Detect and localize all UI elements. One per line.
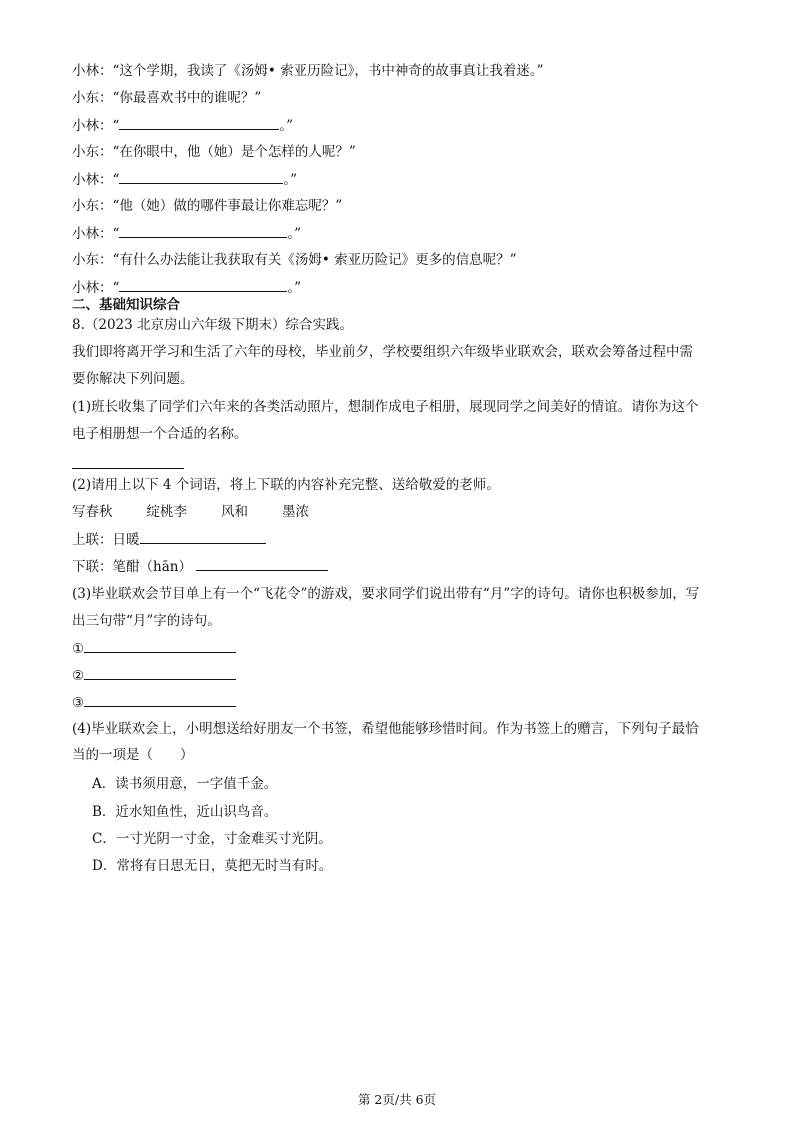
word-item: 墨浓: [282, 504, 309, 520]
q3-line-1: (3)毕业联欢会节目单上有一个“飞花令”的游戏，要求同学们说出带有“月”字的诗句。请你也积极参加，写: [72, 586, 700, 602]
intro-line-2: 要你解决下列问题。: [72, 371, 194, 387]
page-footer: 第 2页/共 6页: [357, 1092, 437, 1107]
quote-close: 。”: [287, 226, 302, 242]
dialogue-line-3: [72, 116, 293, 135]
speaker: 小林：: [72, 118, 113, 134]
word-item: 风和: [221, 504, 248, 520]
dialogue-text: “你最喜欢书中的谁呢？”: [112, 90, 262, 106]
answer-blank[interactable]: [119, 278, 287, 292]
quote-open: “: [112, 226, 120, 242]
answer-blank[interactable]: [72, 455, 184, 469]
speaker: 小林：: [72, 280, 113, 296]
quote-open: “: [112, 280, 120, 296]
answer-blank[interactable]: [140, 530, 266, 544]
upper-couplet: [72, 530, 266, 549]
dialogue-line-5: [72, 170, 297, 189]
option-b[interactable]: B．近水知鱼性，近山识鸟音。: [92, 804, 278, 820]
option-c[interactable]: C．一寸光阴一寸金，寸金难买寸光阴。: [92, 831, 332, 847]
answer-blank[interactable]: [119, 116, 279, 130]
poem-answer-3: [72, 693, 236, 712]
speaker: 小东：: [72, 198, 113, 214]
question-title: 8.（2023 北京房山六年级下期末）综合实践。: [72, 317, 354, 333]
dialogue-line-6: [72, 197, 342, 215]
lower-couplet-label: 下联：笔酣（hān）: [72, 559, 192, 575]
upper-couplet-label: 上联：日暖: [72, 532, 140, 548]
word-list: [72, 503, 343, 521]
answer-blank[interactable]: [119, 170, 283, 184]
quote-close: 。”: [287, 280, 302, 296]
dialogue-text: “在你眼中，他（她）是个怎样的人呢？”: [112, 144, 356, 160]
option-a[interactable]: A．读书须用意，一字值千金。: [92, 776, 278, 792]
answer-blank[interactable]: [84, 693, 236, 707]
q3-line-2: 出三句带“月”字的诗句。: [72, 613, 221, 629]
quote-close: 。”: [279, 118, 294, 134]
answer-blank[interactable]: [119, 224, 287, 238]
quote-close: 。”: [283, 172, 298, 188]
q1-line-1: (1)班长收集了同学们六年来的各类活动照片，想制作成电子相册，展现同学之间美好的情谊。请你为这个: [72, 399, 699, 415]
option-d[interactable]: D．常将有日思无日，莫把无时当有时。: [92, 858, 333, 874]
answer-blank[interactable]: [84, 666, 236, 680]
speaker: 小林：: [72, 172, 113, 188]
dialogue-line-2: [72, 89, 261, 107]
poem-answer-2: [72, 666, 236, 685]
q4-line-2: 当的一项是（ ）: [72, 747, 194, 763]
section-heading: 二、基础知识综合: [72, 297, 180, 313]
q4-line-1: (4)毕业联欢会上，小明想送给好朋友一个书签，希望他能够珍惜时间。作为书签上的赠言，下列句子最恰: [72, 721, 699, 737]
quote-open: “: [112, 172, 120, 188]
dialogue-text: “这个学期，我读了《汤姆• 索亚历险记》，书中神奇的故事真让我着迷。”: [112, 63, 544, 79]
circled-number: ②: [72, 668, 85, 684]
dialogue-line-9: [72, 278, 301, 297]
speaker: 小林：: [72, 226, 113, 242]
speaker: 小东：: [72, 90, 113, 106]
word-item: 绽桃李: [146, 504, 187, 520]
poem-answer-1: [72, 639, 236, 658]
q2-text: (2)请用上以下 4 个词语，将上下联的内容补充完整、送给敬爱的老师。: [72, 477, 500, 493]
circled-number: ③: [72, 695, 85, 711]
dialogue-line-4: [72, 143, 356, 161]
dialogue-text: “有什么办法能让我获取有关《汤姆• 索亚历险记》更多的信息呢？”: [112, 252, 517, 268]
quote-open: “: [112, 118, 120, 134]
intro-line-1: 我们即将离开学习和生活了六年的母校，毕业前夕，学校要组织六年级毕业联欢会，联欢会筹备过程中需: [72, 344, 693, 360]
word-item: 写春秋: [72, 504, 113, 520]
speaker: 小东：: [72, 252, 113, 268]
circled-number: ①: [72, 641, 85, 657]
dialogue-line-8: [72, 251, 517, 269]
dialogue-line-1: [72, 62, 544, 80]
lower-couplet: [72, 557, 328, 576]
answer-blank[interactable]: [196, 557, 328, 571]
dialogue-line-7: [72, 224, 301, 243]
speaker: 小林：: [72, 63, 113, 79]
q1-answer-line: [72, 455, 184, 474]
speaker: 小东：: [72, 144, 113, 160]
answer-blank[interactable]: [84, 639, 236, 653]
q1-line-2: 电子相册想一个合适的名称。: [72, 426, 248, 442]
dialogue-text: “他（她）做的哪件事最让你难忘呢？”: [112, 198, 343, 214]
